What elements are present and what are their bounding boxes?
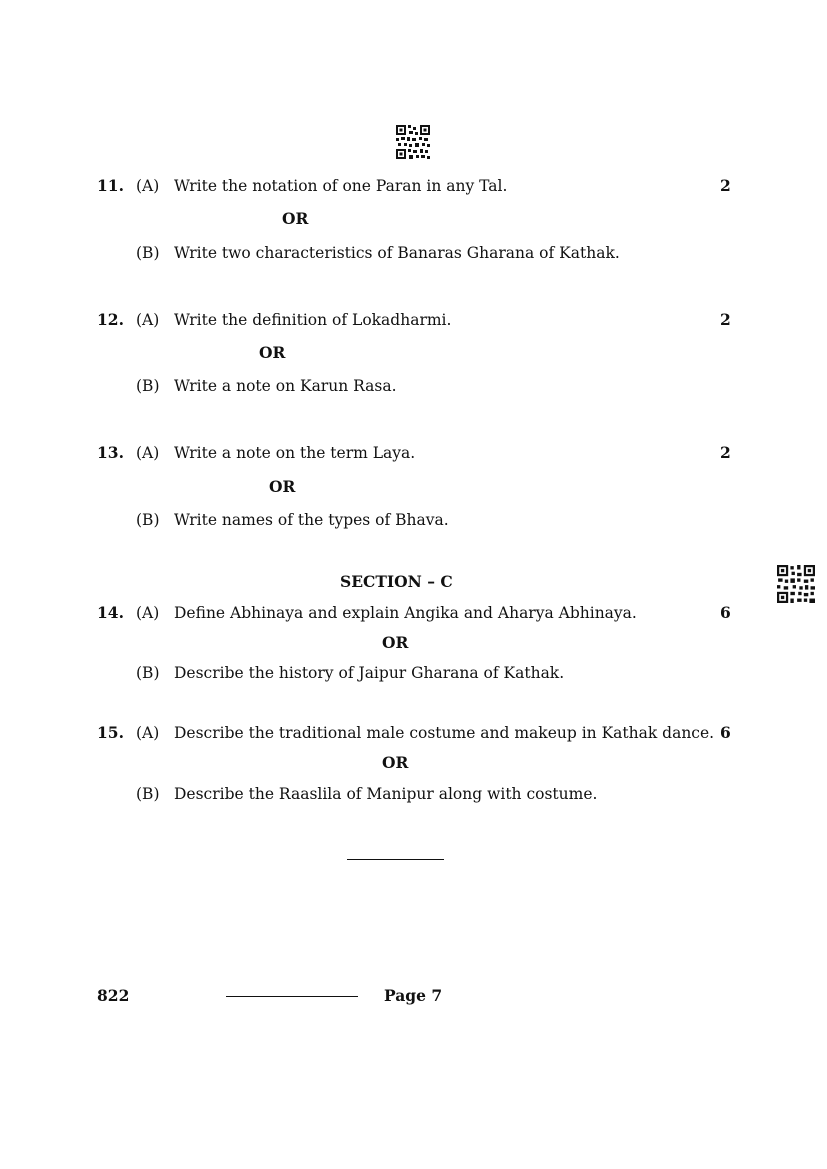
or-separator: OR: [269, 477, 296, 496]
option-b-label: (B): [136, 244, 160, 262]
option-a-label: (A): [136, 724, 160, 742]
marks: 6: [720, 723, 731, 742]
or-separator: OR: [259, 343, 286, 362]
marks: 2: [720, 443, 731, 462]
option-b-text: Write a note on Karun Rasa.: [174, 377, 397, 395]
footer-rule: [226, 996, 358, 997]
option-a-label: (A): [136, 444, 160, 462]
option-b-label: (B): [136, 377, 160, 395]
option-a-label: (A): [136, 177, 160, 195]
option-a-text: Define Abhinaya and explain Angika and Aharya Abhinaya.: [174, 604, 637, 622]
option-a-text: Write a note on the term Laya.: [174, 444, 416, 462]
question-number: 13.: [97, 443, 124, 462]
option-a-text: Describe the traditional male costume and makeup in Kathak dance.: [174, 724, 715, 742]
question-number: 14.: [97, 603, 124, 622]
option-b-text: Write names of the types of Bhava.: [174, 511, 449, 529]
page-number: Page 7: [384, 986, 443, 1005]
qr-code-icon-side: [777, 565, 815, 603]
qr-code-icon-top: [396, 125, 430, 159]
section-heading: SECTION – C: [340, 572, 453, 591]
option-b-text: Describe the history of Jaipur Gharana of Kathak.: [174, 664, 565, 682]
marks: 2: [720, 310, 731, 329]
end-of-section-rule: [347, 859, 444, 860]
marks: 6: [720, 603, 731, 622]
or-separator: OR: [382, 753, 409, 772]
option-a-text: Write the definition of Lokadharmi.: [174, 311, 452, 329]
question-number: 12.: [97, 310, 124, 329]
paper-code: 822: [97, 986, 130, 1005]
option-a-label: (A): [136, 604, 160, 622]
or-separator: OR: [282, 209, 309, 228]
question-number: 15.: [97, 723, 124, 742]
option-b-text: Write two characteristics of Banaras Gharana of Kathak.: [174, 244, 620, 262]
question-number: 11.: [97, 176, 124, 195]
option-b-label: (B): [136, 664, 160, 682]
option-b-label: (B): [136, 785, 160, 803]
option-b-text: Describe the Raaslila of Manipur along with costume.: [174, 785, 598, 803]
option-a-text: Write the notation of one Paran in any Tal.: [174, 177, 508, 195]
marks: 2: [720, 176, 731, 195]
option-a-label: (A): [136, 311, 160, 329]
or-separator: OR: [382, 633, 409, 652]
option-b-label: (B): [136, 511, 160, 529]
